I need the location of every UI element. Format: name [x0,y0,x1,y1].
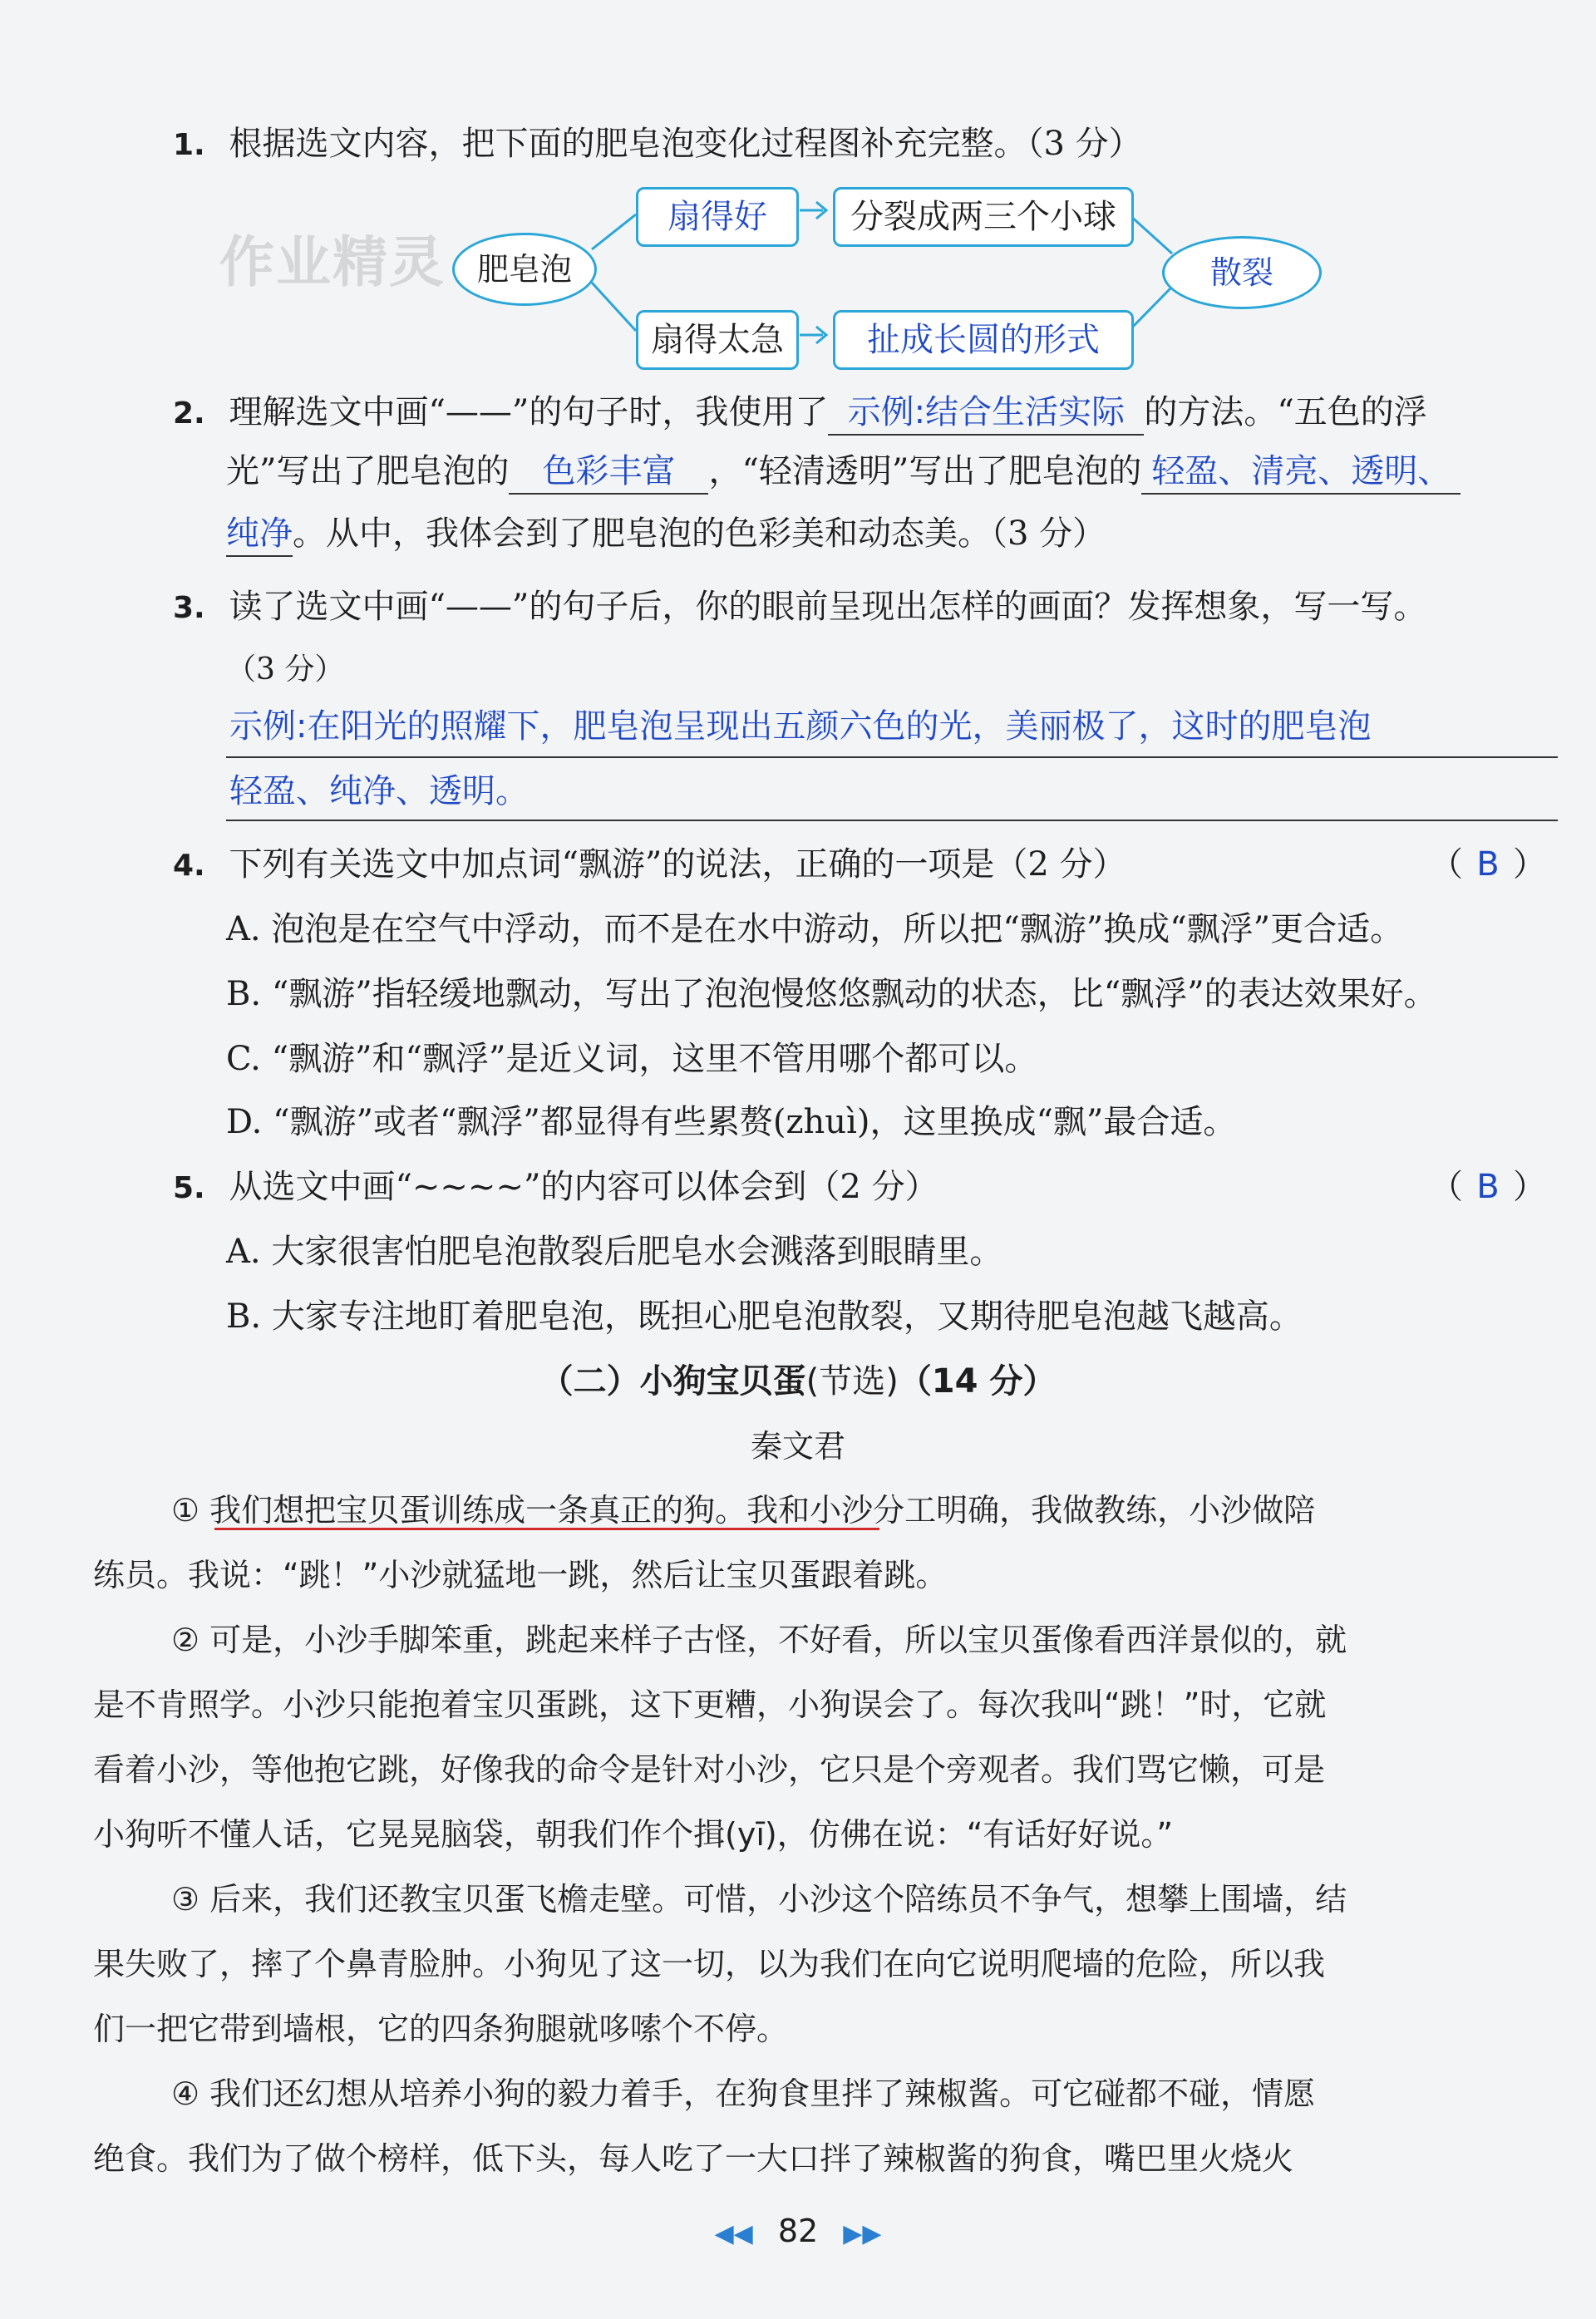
page-footer [0,2213,1596,2249]
question-2-line-1 [173,387,1427,439]
bracket-open: （ [1430,1168,1463,1206]
question-text: 根据选文内容，把下面的肥皂泡变化过程图补充完整。（3 分） [229,125,1142,163]
question-3 [173,582,1426,633]
paragraph-line: ④ 我们还幻想从培养小狗的毅力着手，在狗食里拌了辣椒酱。可它碰都不碰，情愿 [171,2075,1316,2112]
paragraph-line: 看着小沙，等他抱它跳，好像我的命令是针对小沙，它只是个旁观者。我们骂它懒，可是 [93,1751,1326,1788]
author-name: 秦文君 [750,1428,845,1465]
paragraph-line: 是不肯照学。小沙只能抱着宝贝蛋跳，这下更糟，小狗误会了。每次我叫“跳！”时，它就 [93,1686,1327,1723]
paragraph-line: 绝食。我们为了做个榜样，低下头，每人吃了一大口拌了辣椒酱的狗食，嘴巴里火烧火 [93,2140,1294,2177]
answer-line-1: 示例:在阳光的照耀下，肥皂泡呈现出五颜六色的光，美丽极了，这时的肥皂泡 [229,707,1372,746]
section-title-text: （二）小狗宝贝蛋 [539,1362,806,1401]
question-2-line-2 [226,446,1461,496]
option-d: D. “飘游”或者“飘浮”都显得有些累赘(zhuì)，这里换成“飘”最合适。 [226,1103,1237,1141]
paragraph-line: ② 可是，小沙手脚笨重，跳起来样子古怪，不好看，所以宝贝蛋像看西洋景似的，就 [171,1622,1347,1658]
question-text: 理解选文中画“——”的句子时，我使用了 [229,393,829,431]
next-page-arrows-icon[interactable]: ▶▶ [843,2219,882,2248]
paragraph-line: 练员。我说：“跳！”小沙就猛地一跳，然后让宝贝蛋跟着跳。 [93,1557,948,1593]
question-3-score: （3 分） [226,652,345,687]
bracket-close: ） [1513,1168,1546,1206]
diagram-top-condition: 扇得好 [636,187,799,247]
option-c: C. “飘游”和“飘浮”是近义词，这里不管用哪个都可以。 [226,1040,1038,1078]
paragraph-line: 果失败了，摔了个鼻青脸肿。小狗见了这一切，以为我们在向它说明爬墙的危险，所以我 [93,1946,1326,1982]
paragraph-line: ③ 后来，我们还教宝贝蛋飞檐走壁。可惜，小沙这个陪练员不争气，想攀上围墙，结 [171,1881,1347,1918]
question-number: 3. [173,591,205,625]
bracket-open: （ [1430,845,1463,884]
question-text: 的方法。“五色的浮 [1144,393,1427,431]
paragraph-line: ① 我们想把宝贝蛋训练成一条真正的狗。我和小沙分工明确，我做教练，小沙做陪 [171,1492,1316,1529]
section-title-note: (节选) [805,1362,899,1401]
choice-answer: B [1476,845,1500,884]
answer-line-2: 轻盈、纯净、透明。 [229,772,529,810]
diagram-top-result: 分裂成两三个小球 [833,187,1134,247]
question-text: 从选文中画“~~~~”的内容可以体会到（2 分） [229,1168,938,1206]
answer-rule [226,756,1558,758]
question-text: 。从中，我体会到了肥皂泡的色彩美和动态美。（3 分） [293,515,1106,553]
answer-blank: 色彩丰富 [509,450,708,495]
paragraph-line: 小狗听不懂人话，它晃晃脑袋，朝我们作个揖(yī)，仿佛在说：“有话好好说。” [93,1816,1174,1853]
question-5 [173,1162,938,1214]
question-number: 2. [173,396,205,431]
answer-blank: 纯净 [226,512,293,557]
option-a: A. 大家很害怕肥皂泡散裂后肥皂水会溅落到眼睛里。 [226,1233,1003,1271]
answer-bracket [1430,839,1546,889]
choice-answer: B [1476,1168,1500,1206]
section-title-score: （14 分） [898,1362,1057,1401]
answer-bracket [1430,1162,1546,1212]
option-b: B. 大家专注地盯着肥皂泡，既担心肥皂泡散裂，又期待肥皂泡越飞越高。 [226,1297,1303,1336]
watermark-logo: 作业精灵 [219,230,446,294]
question-text: 光”写出了肥皂泡的 [226,452,510,490]
diagram-end-node: 散裂 [1162,236,1322,309]
question-4 [173,839,1126,891]
question-text: 读了选文中画“——”的句子后，你的眼前呈现出怎样的画面？发挥想象，写一写。 [229,588,1427,626]
question-number: 1. [173,128,205,162]
diagram-bottom-result: 扯成长圆的形式 [833,310,1134,370]
paragraph-line: 们一把它带到墙根，它的四条狗腿就哆嗦个不停。 [93,2011,789,2047]
diagram-bottom-condition: 扇得太急 [636,310,799,370]
question-2-line-3 [226,509,1106,559]
answer-rule [226,820,1558,821]
previous-page-arrows-icon[interactable]: ◀◀ [714,2219,753,2248]
answer-blank: 轻盈、清亮、透明、 [1141,450,1461,495]
question-number: 5. [173,1171,205,1205]
option-a: A. 泡泡是在空气中浮动，而不是在水中游动，所以把“飘游”换成“飘浮”更合适。 [226,910,1404,948]
red-underline-mark [214,1528,879,1530]
diagram-start-node: 肥皂泡 [452,233,597,306]
bracket-close: ） [1513,845,1546,884]
question-number: 4. [173,849,205,883]
page-number: 82 [777,2213,819,2249]
answer-blank: 示例:结合生活实际 [828,391,1144,436]
section-title [0,1356,1596,1406]
option-b: B. “飘游”指轻缓地飘动，写出了泡泡慢悠悠飘动的状态，比“飘浮”的表达效果好。 [226,975,1437,1013]
question-text: 下列有关选文中加点词“飘游”的说法，正确的一项是（2 分） [229,845,1126,884]
question-text: ，“轻清透明”写出了肥皂泡的 [708,452,1142,490]
